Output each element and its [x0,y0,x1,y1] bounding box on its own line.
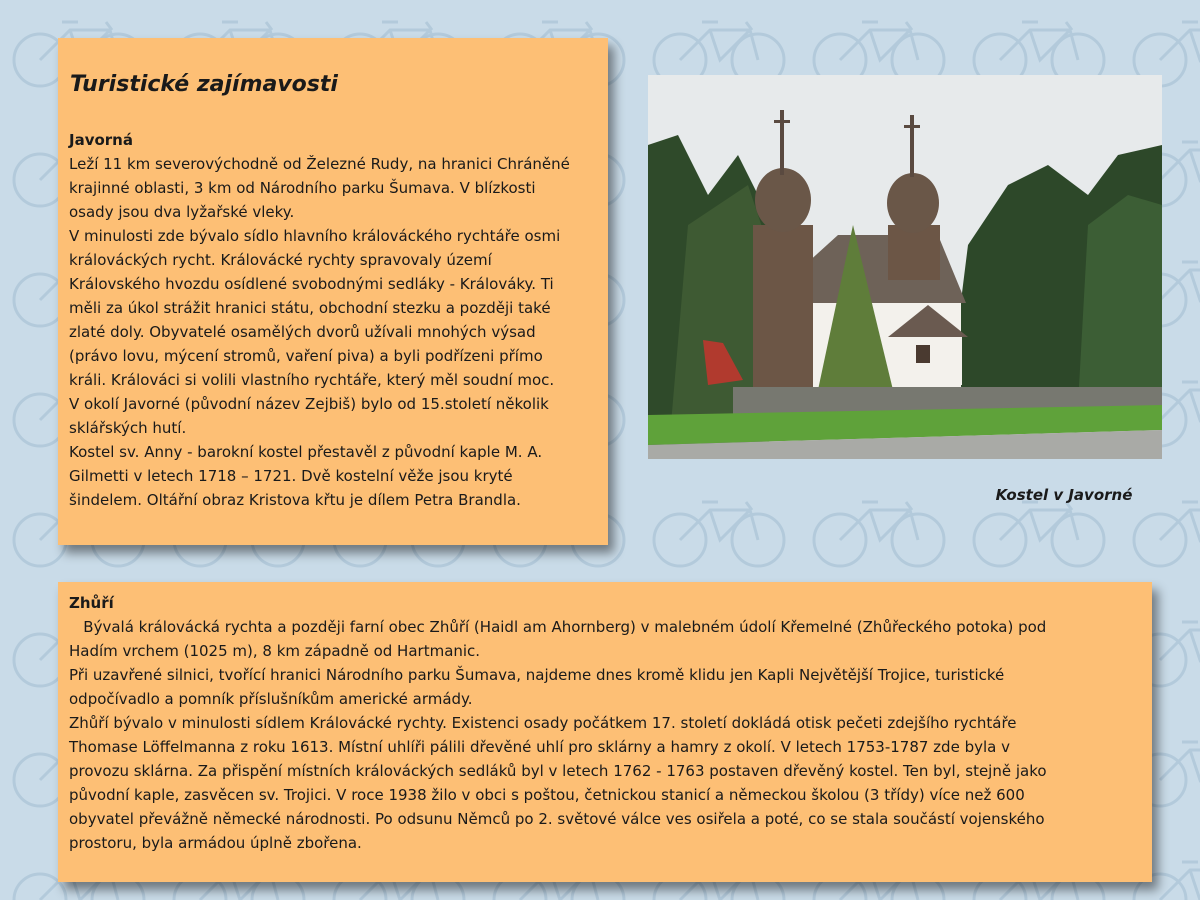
text-line: (právo lovu, mýcení stromů, vaření piva) a byli podřízeni přímo [69,347,543,365]
text-line: Královského hvozdu osídlené svobodnými sedláky - Králováky. Ti [69,275,554,293]
text-line: Leží 11 km severovýchodně od Železné Rudy, na hranici Chráněné [69,155,570,173]
javorna-text [69,128,599,512]
text-line: obyvatel převážně německé národnosti. Po odsunu Němců po 2. světové válce ves osiřela a poté, co se stala součástí vojenského [69,810,1045,828]
text-line: V okolí Javorné (původní název Zejbiš) bylo od 15.století několik [69,395,549,413]
text-line: původní kaple, zasvěcen sv. Trojici. V roce 1938 žilo v obci s poštou, četnickou stanicí a německou školou (3 třídy) více než 600 [69,786,1025,804]
text-line: zlaté doly. Obyvatelé osamělých dvorů užívali mnohých výsad [69,323,536,341]
text-line: prostoru, byla armádou úplně zbořena. [69,834,362,852]
text-line: Thomase Löffelmanna z roku 1613. Místní uhlíři pálili dřevěné uhlí pro sklárny a hamry z okolí. V letech 1753-1787 zde byla v [69,738,1010,756]
text-line: krajinné oblasti, 3 km od Národního parku Šumava. V blízkosti [69,179,536,197]
bottom-text-card [58,582,1152,882]
page-title: Turistické zajímavosti [70,72,338,97]
text-line: V minulosti zde bývalo sídlo hlavního králováckého rychtáře osmi [69,227,561,245]
section-subtitle: Javorná [69,131,133,149]
text-line: provozu sklárna. Za přispění místních králováckých sedláků byl v letech 1762 - 1763 postaven dřevěný kostel. Ten byl, stejně jako [69,762,1047,780]
text-line: sklářských hutí. [69,419,187,437]
section-subtitle: Zhůří [69,594,114,612]
text-line: Kostel sv. Anny - barokní kostel přestavěl z původní kaple M. A. [69,443,543,461]
top-text-card [58,38,608,545]
text-line: měli za úkol strážit hranici státu, obchodní stezku a později také [69,299,551,317]
text-line: Bývalá královácká rychta a později farní obec Zhůří (Haidl am Ahornberg) v malebném údolí Křemelné (Zhůřeckého potoka) pod [69,618,1047,636]
text-line: Zhůří bývalo v minulosti sídlem Královácké rychty. Existenci osady počátkem 17. století dokládá otisk pečeti zdejšího rychtáře [69,714,1017,732]
church-photo [648,75,1162,459]
text-line: Gilmetti v letech 1718 – 1721. Dvě kostelní věže jsou kryté [69,467,513,485]
photo-caption: Kostel v Javorné [995,486,1133,504]
text-line: Hadím vrchem (1025 m), 8 km západně od Hartmanic. [69,642,481,660]
text-line: Při uzavřené silnici, tvořící hranici Národního parku Šumava, najdeme dnes kromě klidu jen Kapli Největější Trojice, turistické [69,666,1005,684]
text-line: králi. Králováci si volili vlastního rychtáře, který měl soudní moc. [69,371,555,389]
text-line: odpočívadlo a pomník příslušníkům americké armády. [69,690,473,708]
text-line: osady jsou dva lyžařské vleky. [69,203,295,221]
text-line: králováckých rycht. Královácké rychty spravovaly území [69,251,492,269]
zhuri-text [69,591,1144,855]
text-line: šindelem. Oltářní obraz Kristova křtu je dílem Petra Brandla. [69,491,521,509]
